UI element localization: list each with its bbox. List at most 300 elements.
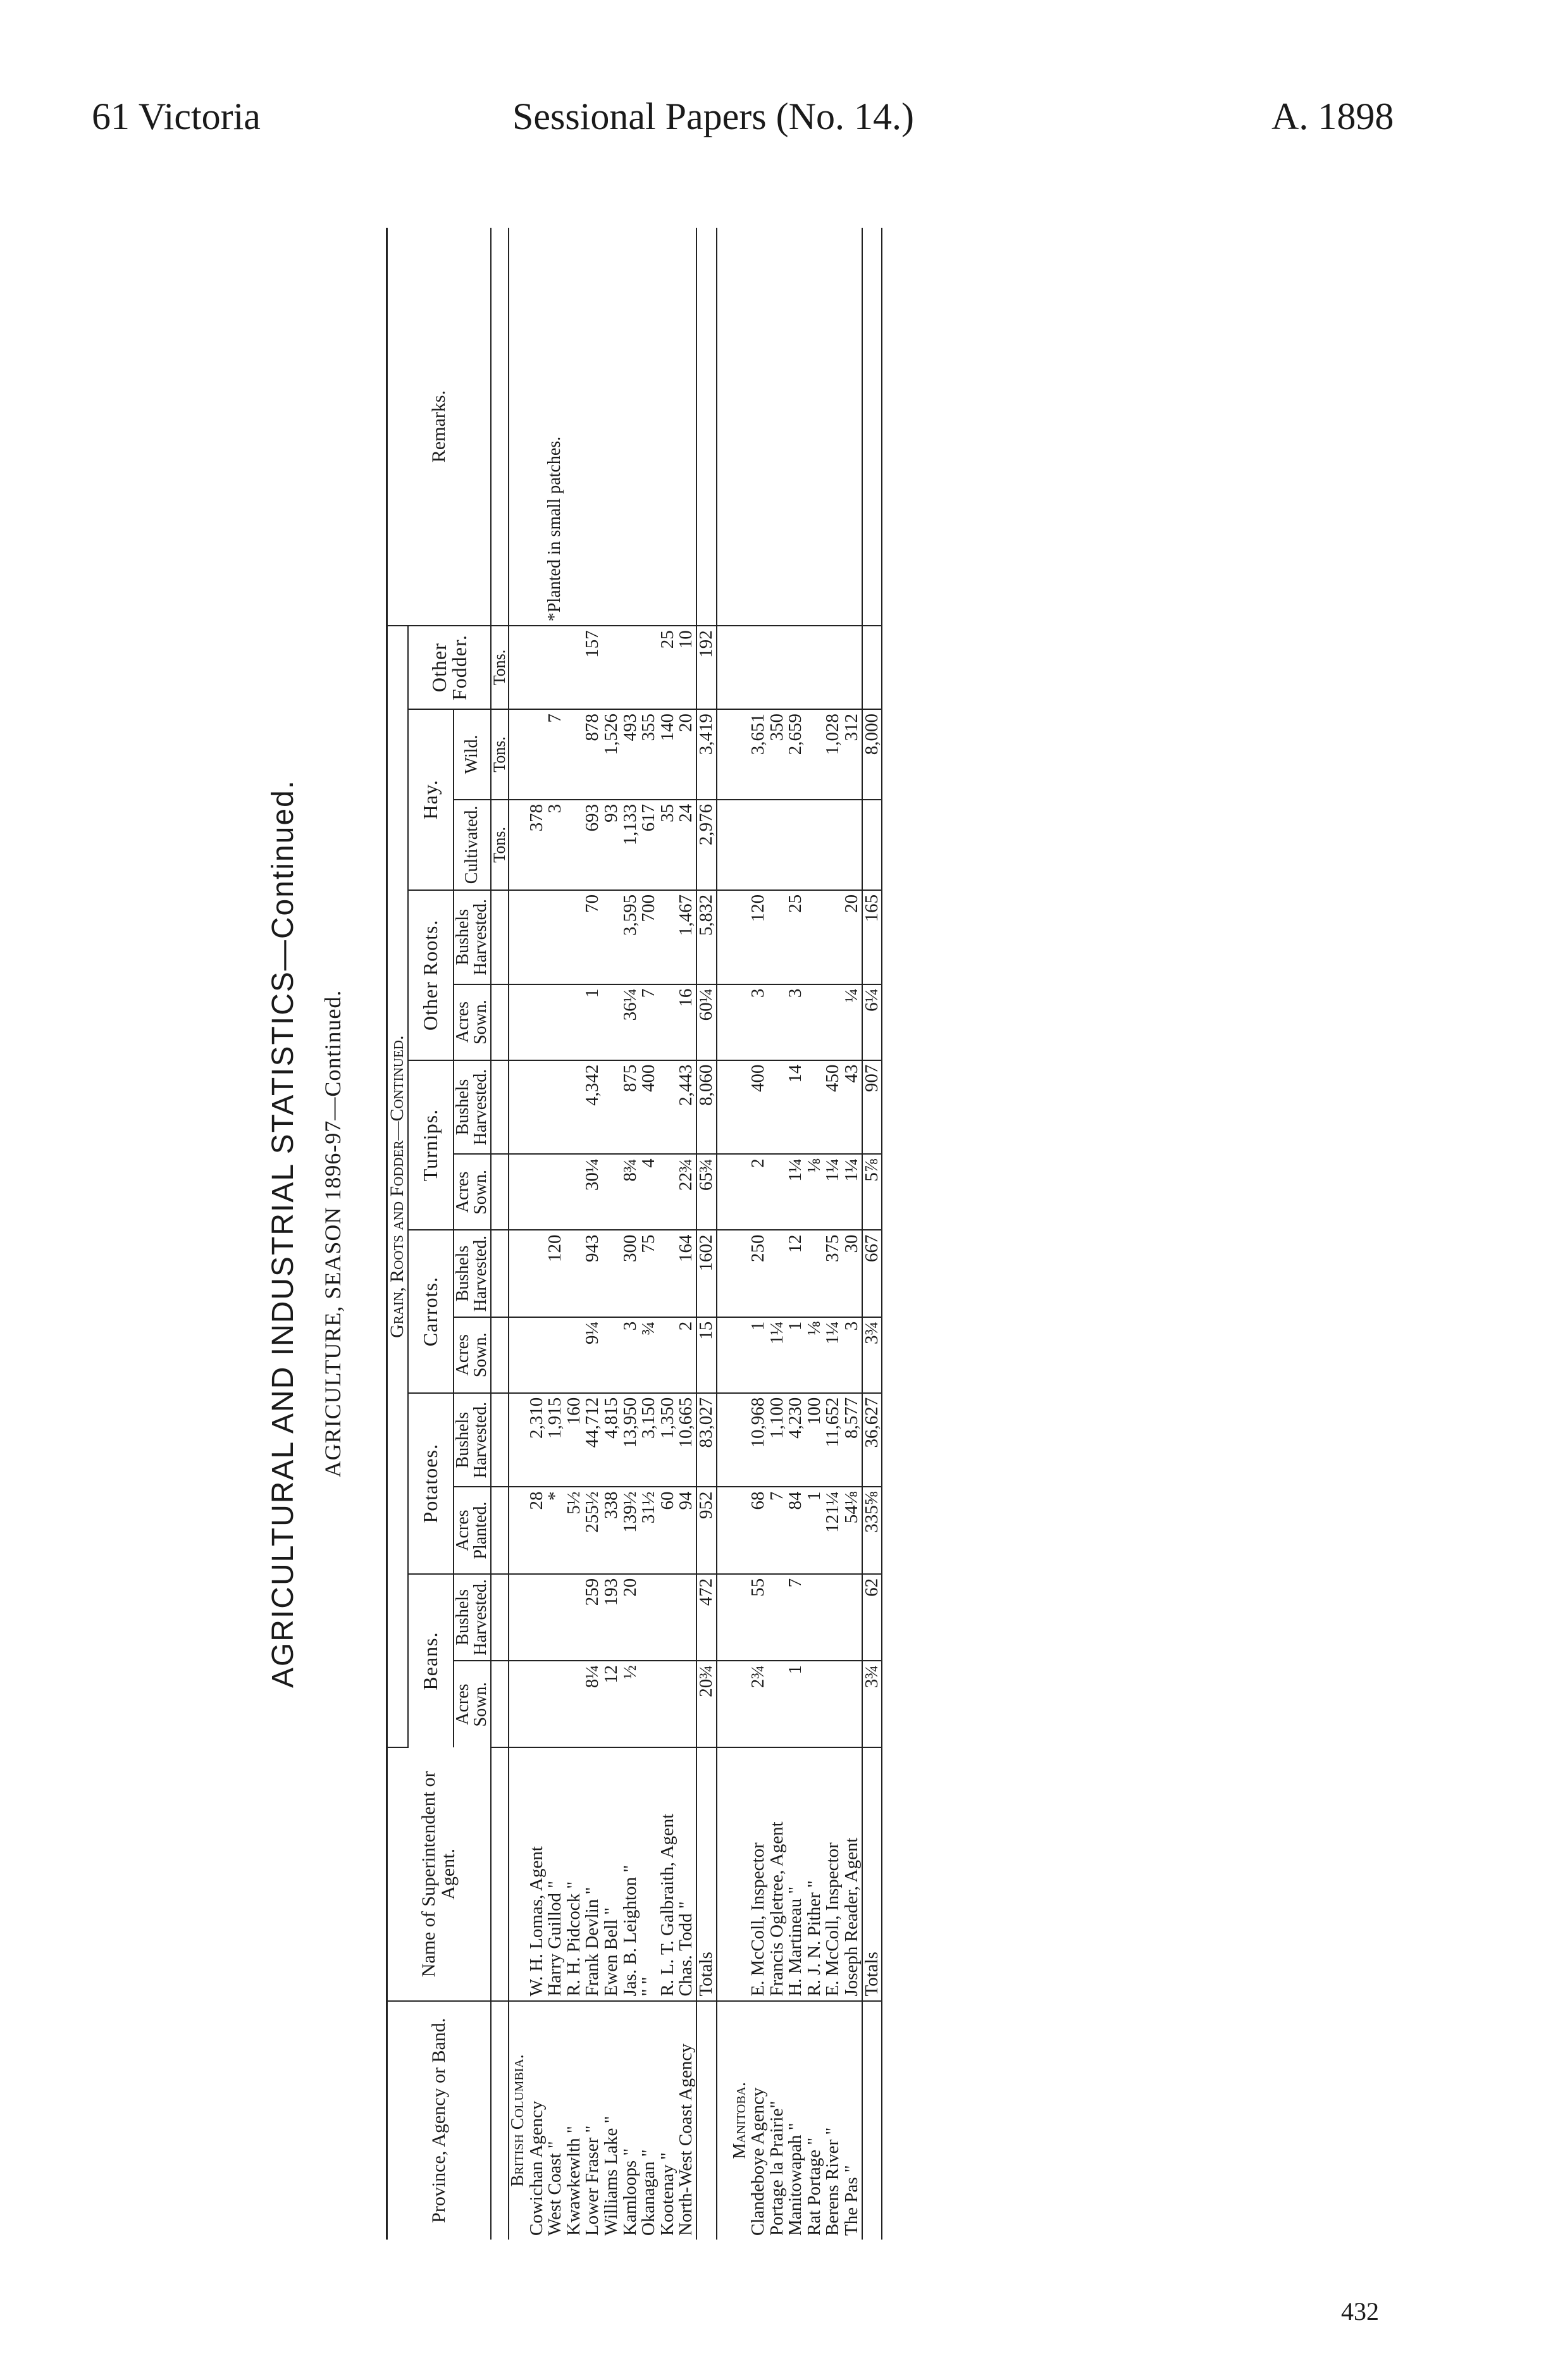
- table-row: [621, 228, 640, 2240]
- cell-car-harv: [805, 1230, 824, 1317]
- totals-row: [696, 228, 717, 2240]
- header-hay: Hay.: [408, 709, 454, 890]
- cell-oth-sown: [768, 984, 787, 1060]
- cell-car-harv: 12: [786, 1230, 805, 1317]
- cell-pot-harv: 1,100: [768, 1393, 787, 1487]
- cell-beans-harv: 20: [621, 1574, 640, 1661]
- cell-tur-sown: [565, 1154, 584, 1230]
- agency-name: Kootenay ": [657, 2152, 677, 2236]
- total-pot-planted: 952: [696, 1487, 717, 1573]
- cell-hay-cult: [843, 800, 862, 890]
- cell-hay-wild: 7: [546, 709, 565, 800]
- cell-hay-cult: 24: [677, 800, 696, 890]
- table-row: [565, 228, 584, 2240]
- cell-oth-sown: [805, 984, 824, 1060]
- cell-beans-sown: 2¾: [749, 1661, 768, 1747]
- remark: [640, 228, 659, 626]
- header-potatoes-bushels: Bushels Harvested.: [454, 1393, 491, 1487]
- cell-oth-harv: [805, 890, 824, 984]
- cell-car-sown: [565, 1317, 584, 1393]
- remark: [528, 228, 547, 626]
- cell-oth-harv: [565, 890, 584, 984]
- cell-beans-sown: 12: [602, 1661, 621, 1747]
- total-fodder: 192: [696, 626, 717, 709]
- cell-pot-planted: 94: [677, 1487, 696, 1573]
- total-tur-harv: 8,060: [696, 1060, 717, 1155]
- cell-hay-wild: 2,659: [786, 709, 805, 800]
- table-row: [786, 228, 805, 2240]
- total-pot-harv: 83,027: [696, 1393, 717, 1487]
- cell-car-harv: 120: [546, 1230, 565, 1317]
- cell-hay-cult: 93: [602, 800, 621, 890]
- remark: [565, 228, 584, 626]
- agent-name: Joseph Reader, Agent: [843, 1747, 862, 2000]
- cell-pot-planted: 84: [786, 1487, 805, 1573]
- cell-fodder: [546, 626, 565, 709]
- cell-hay-cult: [786, 800, 805, 890]
- cell-pot-planted: 7: [768, 1487, 787, 1573]
- cell-hay-wild: 350: [768, 709, 787, 800]
- header-other-roots-acres: Acres Sown.: [454, 984, 491, 1060]
- cell-beans-harv: 7: [786, 1574, 805, 1661]
- cell-pot-planted: *: [546, 1487, 565, 1573]
- cell-beans-harv: [640, 1574, 659, 1661]
- header-group: Grain, Roots and Fodder—Continued.: [387, 626, 408, 1747]
- header-row-top: [387, 228, 408, 2240]
- cell-oth-harv: 70: [583, 890, 602, 984]
- cell-fodder: [749, 626, 768, 709]
- table-row: [768, 228, 787, 2240]
- header-carrots-bushels: Bushels Harvested.: [454, 1230, 491, 1317]
- cell-pot-harv: 10,665: [677, 1393, 696, 1487]
- table-row: [749, 228, 768, 2240]
- cell-tur-sown: ⅛: [805, 1154, 824, 1230]
- total-hay-wild: 8,000: [862, 709, 882, 800]
- cell-tur-sown: 22¾: [677, 1154, 696, 1230]
- agency-name: Manitowapah ": [785, 2123, 806, 2236]
- cell-hay-cult: [749, 800, 768, 890]
- agent-name: H. Martineau ": [786, 1747, 805, 2000]
- cell-car-harv: 375: [824, 1230, 843, 1317]
- cell-pot-planted: 54⅛: [843, 1487, 862, 1573]
- remark: *Planted in small patches.: [546, 228, 565, 626]
- cell-pot-harv: 100: [805, 1393, 824, 1487]
- header-agent: Name of Superintendent or Agent.: [387, 1747, 491, 2000]
- cell-tur-sown: [546, 1154, 565, 1230]
- header-turnips-bushels: Bushels Harvested.: [454, 1060, 491, 1155]
- cell-tur-sown: [602, 1154, 621, 1230]
- cell-hay-cult: 1,133: [621, 800, 640, 890]
- total-car-harv: 1602: [696, 1230, 717, 1317]
- cell-fodder: [602, 626, 621, 709]
- total-car-harv: 667: [862, 1230, 882, 1317]
- cell-car-sown: 1¼: [768, 1317, 787, 1393]
- cell-oth-sown: [528, 984, 547, 1060]
- cell-fodder: 25: [659, 626, 677, 709]
- cell-beans-sown: [768, 1661, 787, 1747]
- cell-tur-harv: 14: [786, 1060, 805, 1155]
- cell-beans-sown: 8¼: [583, 1661, 602, 1747]
- cell-beans-harv: [824, 1574, 843, 1661]
- cell-car-harv: [528, 1230, 547, 1317]
- cell-beans-sown: [528, 1661, 547, 1747]
- table-body: [509, 228, 882, 2240]
- cell-beans-sown: [677, 1661, 696, 1747]
- cell-pot-harv: 160: [565, 1393, 584, 1487]
- table-row: [843, 228, 862, 2240]
- remark: [677, 228, 696, 626]
- header-turnips: Turnips.: [408, 1060, 454, 1230]
- cell-car-sown: 9¼: [583, 1317, 602, 1393]
- cell-tur-harv: [768, 1060, 787, 1155]
- cell-tur-harv: 43: [843, 1060, 862, 1155]
- cell-oth-harv: 700: [640, 890, 659, 984]
- cell-oth-sown: [546, 984, 565, 1060]
- table-row: [546, 228, 565, 2240]
- cell-tur-harv: 2,443: [677, 1060, 696, 1155]
- totals-label: Totals: [696, 1747, 717, 2000]
- table-row: [640, 228, 659, 2240]
- header-carrots-acres: Acres Sown.: [454, 1317, 491, 1393]
- cell-tur-sown: 30¼: [583, 1154, 602, 1230]
- header-hay-cultivated: Cultivated.: [454, 800, 491, 890]
- agent-name: Frank Devlin ": [583, 1747, 602, 2000]
- cell-hay-wild: 140: [659, 709, 677, 800]
- total-hay-wild: 3,419: [696, 709, 717, 800]
- cell-pot-harv: 2,310: [528, 1393, 547, 1487]
- cell-pot-harv: 11,652: [824, 1393, 843, 1487]
- cell-hay-wild: 3,651: [749, 709, 768, 800]
- cell-fodder: [528, 626, 547, 709]
- cell-beans-harv: [843, 1574, 862, 1661]
- cell-pot-planted: 28: [528, 1487, 547, 1573]
- cell-oth-sown: 3: [786, 984, 805, 1060]
- cell-car-sown: ¾: [640, 1317, 659, 1393]
- cell-tur-sown: 8¾: [621, 1154, 640, 1230]
- cell-beans-sown: [565, 1661, 584, 1747]
- cell-oth-harv: [546, 890, 565, 984]
- cell-beans-harv: [659, 1574, 677, 1661]
- unit-other-fodder: Tons.: [491, 626, 509, 709]
- cell-hay-wild: 20: [677, 709, 696, 800]
- cell-hay-cult: 378: [528, 800, 547, 890]
- cell-tur-harv: [805, 1060, 824, 1155]
- header-other-fodder: Other Fodder.: [408, 626, 491, 709]
- total-oth-sown: 60¼: [696, 984, 717, 1060]
- cell-tur-sown: [528, 1154, 547, 1230]
- total-hay-cult: 2,976: [696, 800, 717, 890]
- cell-hay-wild: [805, 709, 824, 800]
- units-row: [491, 228, 509, 2240]
- cell-fodder: [824, 626, 843, 709]
- cell-beans-harv: [528, 1574, 547, 1661]
- cell-pot-harv: 8,577: [843, 1393, 862, 1487]
- table-title: AGRICULTURAL AND INDUSTRIAL STATISTICS—Continued.: [266, 779, 300, 1689]
- cell-tur-harv: [602, 1060, 621, 1155]
- cell-car-sown: ⅛: [805, 1317, 824, 1393]
- cell-car-sown: 1: [749, 1317, 768, 1393]
- cell-beans-harv: 55: [749, 1574, 768, 1661]
- cell-hay-cult: [565, 800, 584, 890]
- cell-beans-sown: [805, 1661, 824, 1747]
- cell-hay-wild: [565, 709, 584, 800]
- cell-pot-planted: 139½: [621, 1487, 640, 1573]
- cell-beans-harv: [768, 1574, 787, 1661]
- table-subtitle: AGRICULTURE, SEASON 1896-97—Continued.: [320, 989, 345, 1478]
- header-beans-acres: Acres Sown.: [452, 1682, 491, 1727]
- cell-beans-sown: [659, 1661, 677, 1747]
- cell-tur-harv: 875: [621, 1060, 640, 1155]
- cell-tur-harv: 400: [640, 1060, 659, 1155]
- agency-name: Berens River ": [822, 2127, 843, 2236]
- agent-name: Jas. B. Leighton ": [621, 1747, 640, 2000]
- cell-oth-sown: 7: [640, 984, 659, 1060]
- cell-oth-sown: [659, 984, 677, 1060]
- cell-beans-harv: [565, 1574, 584, 1661]
- agency-name: Cowichan Agency: [526, 2100, 547, 2236]
- cell-pot-harv: 44,712: [583, 1393, 602, 1487]
- cell-pot-planted: 31½: [640, 1487, 659, 1573]
- cell-hay-cult: 35: [659, 800, 677, 890]
- cell-tur-harv: [565, 1060, 584, 1155]
- cell-oth-sown: [565, 984, 584, 1060]
- agency-name: Kwawkewlth ": [563, 2126, 584, 2236]
- cell-fodder: 157: [583, 626, 602, 709]
- totals-row: [862, 228, 882, 2240]
- total-car-sown: 3¾: [862, 1317, 882, 1393]
- agent-name: R. H. Pidcock ": [565, 1747, 584, 2000]
- table-row: [659, 228, 677, 2240]
- cell-beans-sown: 1: [786, 1661, 805, 1747]
- header-potatoes: Potatoes.: [408, 1393, 454, 1574]
- cell-fodder: [768, 626, 787, 709]
- cell-fodder: [565, 626, 584, 709]
- cell-car-sown: 3: [843, 1317, 862, 1393]
- table-row: [583, 228, 602, 2240]
- cell-oth-sown: 1: [583, 984, 602, 1060]
- agency-name: Okanagan ": [638, 2149, 659, 2236]
- header-beans-bushels: Bushels Harvested.: [454, 1574, 491, 1661]
- cell-fodder: [843, 626, 862, 709]
- cell-pot-harv: 4,230: [786, 1393, 805, 1487]
- cell-car-harv: [565, 1230, 584, 1317]
- cell-car-harv: [768, 1230, 787, 1317]
- cell-beans-sown: ½: [621, 1661, 640, 1747]
- total-beans-sown: 20¾: [696, 1661, 717, 1747]
- header-turnips-acres: Acres Sown.: [454, 1154, 491, 1230]
- cell-car-harv: 250: [749, 1230, 768, 1317]
- table-row: [677, 228, 696, 2240]
- province-name: British Columbia.: [508, 2054, 528, 2187]
- header-beans: Beans.: [408, 1574, 454, 1748]
- cell-hay-cult: 693: [583, 800, 602, 890]
- cell-oth-sown: ¼: [843, 984, 862, 1060]
- total-oth-harv: 5,832: [696, 890, 717, 984]
- cell-pot-planted: 60: [659, 1487, 677, 1573]
- remark: [824, 228, 843, 626]
- cell-pot-planted: 5½: [565, 1487, 584, 1573]
- cell-tur-harv: 4,342: [583, 1060, 602, 1155]
- cell-oth-harv: [659, 890, 677, 984]
- cell-beans-sown: [843, 1661, 862, 1747]
- header-other-roots: Other Roots.: [408, 890, 454, 1060]
- agent-name: Ewen Bell ": [602, 1747, 621, 2000]
- cell-oth-harv: 20: [843, 890, 862, 984]
- cell-fodder: [640, 626, 659, 709]
- total-beans-sown: 3¾: [862, 1661, 882, 1747]
- running-head-center: Sessional Papers (No. 14.): [512, 96, 914, 137]
- remark: [786, 228, 805, 626]
- cell-pot-harv: 1,915: [546, 1393, 565, 1487]
- cell-tur-harv: [546, 1060, 565, 1155]
- total-hay-cult: [862, 800, 882, 890]
- header-hay-wild: Wild.: [454, 709, 491, 800]
- cell-beans-harv: [677, 1574, 696, 1661]
- cell-hay-wild: 493: [621, 709, 640, 800]
- cell-hay-wild: 1,526: [602, 709, 621, 800]
- agent-name: " ": [640, 1747, 659, 2000]
- cell-car-harv: [659, 1230, 677, 1317]
- cell-tur-sown: 2: [749, 1154, 768, 1230]
- remark: [621, 228, 640, 626]
- cell-oth-sown: [602, 984, 621, 1060]
- agency-name: Williams Lake ": [601, 2116, 622, 2236]
- agency-name: West Coast ": [545, 2141, 566, 2236]
- remark: [768, 228, 787, 626]
- statistics-table: [386, 228, 882, 2240]
- total-tur-sown: 65¾: [696, 1154, 717, 1230]
- cell-tur-sown: 1¼: [786, 1154, 805, 1230]
- cell-car-harv: 943: [583, 1230, 602, 1317]
- cell-fodder: [621, 626, 640, 709]
- cell-tur-harv: 450: [824, 1060, 843, 1155]
- cell-tur-sown: 4: [640, 1154, 659, 1230]
- total-tur-harv: 907: [862, 1060, 882, 1155]
- agent-name: E. McColl, Inspector: [749, 1747, 768, 2000]
- section-spacer: [717, 228, 731, 2240]
- agent-name: Chas. Todd ": [677, 1747, 696, 2000]
- remark: [602, 228, 621, 626]
- header-province: Province, Agency or Band.: [387, 2001, 491, 2240]
- agency-name: Lower Fraser ": [582, 2125, 603, 2236]
- cell-pot-planted: 255½: [583, 1487, 602, 1573]
- cell-beans-sown: [640, 1661, 659, 1747]
- rotated-table-region: [259, 215, 1398, 2326]
- agent-name: Francis Ogletree, Agent: [768, 1747, 787, 2000]
- cell-tur-harv: [528, 1060, 547, 1155]
- cell-pot-planted: 68: [749, 1487, 768, 1573]
- cell-hay-cult: [805, 800, 824, 890]
- cell-tur-sown: [768, 1154, 787, 1230]
- cell-car-sown: 1¼: [824, 1317, 843, 1393]
- total-beans-harv: 472: [696, 1574, 717, 1661]
- cell-hay-wild: 312: [843, 709, 862, 800]
- cell-pot-planted: 1: [805, 1487, 824, 1573]
- cell-oth-harv: 3,595: [621, 890, 640, 984]
- cell-pot-harv: 1,350: [659, 1393, 677, 1487]
- cell-fodder: 10: [677, 626, 696, 709]
- cell-car-harv: 164: [677, 1230, 696, 1317]
- cell-oth-harv: [824, 890, 843, 984]
- cell-tur-sown: 1¼: [843, 1154, 862, 1230]
- remark: [843, 228, 862, 626]
- cell-car-sown: [659, 1317, 677, 1393]
- cell-oth-harv: [602, 890, 621, 984]
- cell-beans-harv: 259: [583, 1574, 602, 1661]
- cell-car-sown: 1: [786, 1317, 805, 1393]
- cell-tur-harv: [659, 1060, 677, 1155]
- cell-pot-harv: 4,815: [602, 1393, 621, 1487]
- cell-oth-sown: [824, 984, 843, 1060]
- table-row: [602, 228, 621, 2240]
- agent-name: E. McColl, Inspector: [824, 1747, 843, 2000]
- header-other-roots-bushels: Bushels Harvested.: [454, 890, 491, 984]
- cell-tur-sown: [659, 1154, 677, 1230]
- cell-fodder: [786, 626, 805, 709]
- cell-hay-cult: [768, 800, 787, 890]
- cell-pot-harv: 3,150: [640, 1393, 659, 1487]
- total-oth-harv: 165: [862, 890, 882, 984]
- agency-name: Portage la Prairie": [766, 2100, 787, 2236]
- remark: [805, 228, 824, 626]
- page-number: 432: [1341, 2297, 1379, 2326]
- cell-hay-cult: 617: [640, 800, 659, 890]
- cell-car-harv: [602, 1230, 621, 1317]
- header-carrots: Carrots.: [408, 1230, 454, 1392]
- cell-oth-harv: 120: [749, 890, 768, 984]
- total-oth-sown: 6¼: [862, 984, 882, 1060]
- table-row: [528, 228, 547, 2240]
- cell-tur-sown: 1¼: [824, 1154, 843, 1230]
- agency-name: North-West Coast Agency: [676, 2043, 696, 2236]
- table-row: [805, 228, 824, 2240]
- cell-pot-harv: 13,950: [621, 1393, 640, 1487]
- cell-hay-cult: [824, 800, 843, 890]
- agent-name: Harry Guillod ": [546, 1747, 565, 2000]
- cell-oth-harv: [768, 890, 787, 984]
- cell-oth-sown: 16: [677, 984, 696, 1060]
- running-head: [0, 0, 1546, 139]
- province-heading-row: [509, 228, 528, 2240]
- total-car-sown: 15: [696, 1317, 717, 1393]
- remark: [749, 228, 768, 626]
- cell-car-harv: 75: [640, 1230, 659, 1317]
- header-potatoes-acres: Acres Planted.: [454, 1487, 491, 1573]
- cell-beans-sown: [546, 1661, 565, 1747]
- cell-beans-harv: 193: [602, 1574, 621, 1661]
- cell-hay-wild: 355: [640, 709, 659, 800]
- cell-oth-harv: 25: [786, 890, 805, 984]
- agency-name: Clandeboye Agency: [748, 2087, 769, 2236]
- cell-car-sown: 2: [677, 1317, 696, 1393]
- cell-oth-sown: 36¼: [621, 984, 640, 1060]
- province-heading-row: [731, 228, 750, 2240]
- cell-car-sown: [602, 1317, 621, 1393]
- total-fodder: [862, 626, 882, 709]
- cell-pot-harv: 10,968: [749, 1393, 768, 1487]
- cell-oth-sown: 3: [749, 984, 768, 1060]
- cell-hay-wild: 878: [583, 709, 602, 800]
- table-row: [824, 228, 843, 2240]
- total-tur-sown: 5⅞: [862, 1154, 882, 1230]
- running-head-left: 61 Victoria: [92, 96, 261, 137]
- remark: [659, 228, 677, 626]
- province-name: Manitoba.: [729, 2082, 750, 2159]
- total-pot-planted: 335⅝: [862, 1487, 882, 1573]
- unit-hay-cultivated: Tons.: [491, 800, 509, 890]
- cell-hay-cult: 3: [546, 800, 565, 890]
- agent-name: W. H. Lomas, Agent: [528, 1747, 547, 2000]
